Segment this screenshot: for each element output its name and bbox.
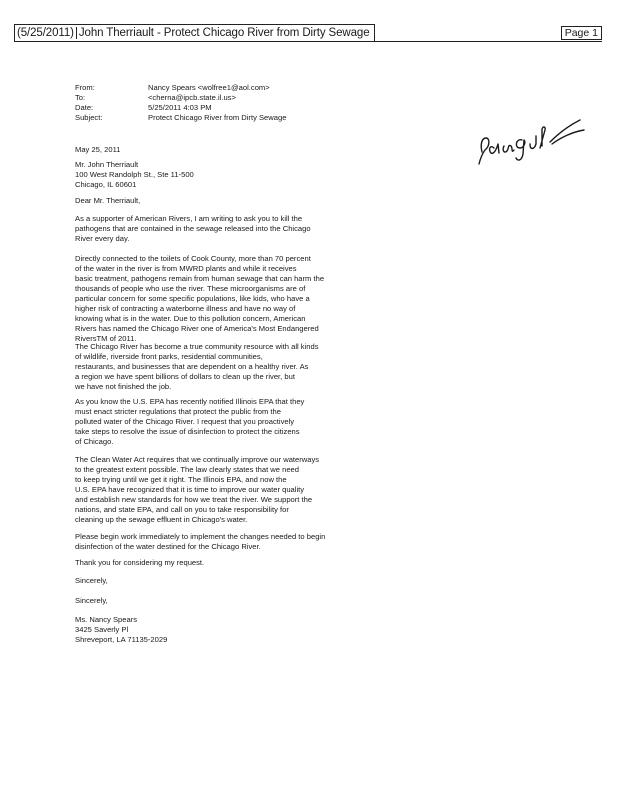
paragraph-line: disinfection of the water destined for the Chicago River. bbox=[75, 542, 261, 551]
from-value: Nancy Spears <wolfree1@aol.com> bbox=[148, 83, 270, 92]
paragraph-line: basic treatment, pathogens remain from human sewage that can harm the bbox=[75, 274, 325, 283]
closing-2: Sincerely, bbox=[75, 596, 108, 605]
recipient-address bbox=[75, 160, 345, 190]
paragraph-line: The Clean Water Act requires that we continually improve our waterways bbox=[75, 455, 320, 464]
subject-label: Subject: bbox=[75, 113, 103, 122]
paragraph-line: of wildlife, riverside front parks, residential communities, bbox=[75, 352, 263, 361]
print-header-date: (5/25/2011) bbox=[17, 27, 77, 39]
signature-line: Shreveport, LA 71135-2029 bbox=[75, 635, 168, 644]
paragraph-line: thousands of people who use the river. These microorganisms are of bbox=[75, 284, 306, 293]
to-label: To: bbox=[75, 93, 86, 102]
paragraph-line: of Chicago. bbox=[75, 437, 114, 446]
paragraph-line: of the water in the river is from MWRD plants and while it receives bbox=[75, 264, 297, 273]
paragraph-line: cleaning up the sewage effluent in Chicago's water. bbox=[75, 515, 248, 524]
paragraph-line: must enact stricter regulations that protect the public from the bbox=[75, 407, 281, 416]
paragraph-3 bbox=[75, 342, 345, 392]
signature-line: 3425 Saverly Pl bbox=[75, 625, 129, 634]
address-line: Chicago, IL 60601 bbox=[75, 180, 137, 189]
paragraph-line: Please begin work immediately to implement the changes needed to begin bbox=[75, 532, 326, 541]
signature-line: Ms. Nancy Spears bbox=[75, 615, 138, 624]
email-header-row-from bbox=[75, 83, 375, 93]
paragraph-1 bbox=[75, 214, 345, 244]
page-number: Page 1 bbox=[561, 26, 602, 40]
subject-value: Protect Chicago River from Dirty Sewage bbox=[148, 113, 287, 122]
paragraph-4 bbox=[75, 397, 345, 447]
email-header-row-to bbox=[75, 93, 375, 103]
header-rule bbox=[14, 41, 602, 42]
paragraph-line: pathogens that are contained in the sewage released into the Chicago bbox=[75, 224, 311, 233]
paragraph-line: As a supporter of American Rivers, I am writing to ask you to kill the bbox=[75, 214, 303, 223]
email-header-row-date bbox=[75, 103, 375, 113]
address-line: 100 West Randolph St., Ste 11-500 bbox=[75, 170, 194, 179]
paragraph-line: knowing what is in the water. Due to this pollution concern, American bbox=[75, 314, 306, 323]
paragraph-line: to keep trying until we get it right. The Illinois EPA, and now the bbox=[75, 475, 287, 484]
paragraph-line: restaurants, and businesses that are dependent on a healthy river. As bbox=[75, 362, 309, 371]
paragraph-line: a region we have spent billions of dollars to clean up the river, but bbox=[75, 372, 295, 381]
print-header-title-box bbox=[14, 24, 375, 42]
paragraph-line: higher risk of contracting a waterborne illness and have no way of bbox=[75, 304, 296, 313]
paragraph-line: to the greatest extent possible. The law clearly states that we need bbox=[75, 465, 300, 474]
to-value: <cherna@ipcb.state.il.us> bbox=[148, 93, 236, 102]
date-value: 5/25/2011 4:03 PM bbox=[148, 103, 212, 112]
email-header-row-subject bbox=[75, 113, 375, 123]
paragraph-5 bbox=[75, 455, 345, 525]
paragraph-2 bbox=[75, 254, 345, 344]
paragraph-line: particular concern for some specific populations, like kids, who have a bbox=[75, 294, 310, 303]
paragraph-line: U.S. EPA have recognized that it is time to improve our water quality bbox=[75, 485, 305, 494]
paragraph-line: River every day. bbox=[75, 234, 130, 243]
paragraph-line: nations, and state EPA, and call on you to take responsibility for bbox=[75, 505, 289, 514]
closing-1: Sincerely, bbox=[75, 576, 108, 585]
from-label: From: bbox=[75, 83, 95, 92]
letter-date: May 25, 2011 bbox=[75, 145, 121, 154]
print-header bbox=[0, 24, 618, 42]
print-header-title: John Therriault - Protect Chicago River from Dirty Sewage bbox=[78, 27, 370, 39]
salutation: Dear Mr. Therriault, bbox=[75, 196, 141, 205]
paragraph-line: we have not finished the job. bbox=[75, 382, 172, 391]
sender-signature bbox=[75, 615, 345, 645]
paragraph-line: The Chicago River has become a true community resource with all kinds bbox=[75, 342, 319, 351]
thanks-line: Thank you for considering my request. bbox=[75, 558, 205, 567]
paragraph-line: Directly connected to the toilets of Cook County, more than 70 percent bbox=[75, 254, 311, 263]
date-label: Date: bbox=[75, 103, 94, 112]
paragraph-6 bbox=[75, 532, 345, 552]
paragraph-line: take steps to resolve the issue of disinfection to protect the citizens bbox=[75, 427, 300, 436]
paragraph-line: RiversTM of 2011. bbox=[75, 334, 137, 343]
paragraph-line: and establish new standards for how we treat the river. We support the bbox=[75, 495, 313, 504]
paragraph-line: polluted water of the Chicago River. I request that you proactively bbox=[75, 417, 295, 426]
handwritten-note bbox=[476, 108, 596, 168]
paragraph-line: Rivers has named the Chicago River one of America's Most Endangered bbox=[75, 324, 319, 333]
paragraph-line: As you know the U.S. EPA has recently notified Illinois EPA that they bbox=[75, 397, 305, 406]
email-header bbox=[75, 83, 375, 123]
address-line: Mr. John Therriault bbox=[75, 160, 139, 169]
